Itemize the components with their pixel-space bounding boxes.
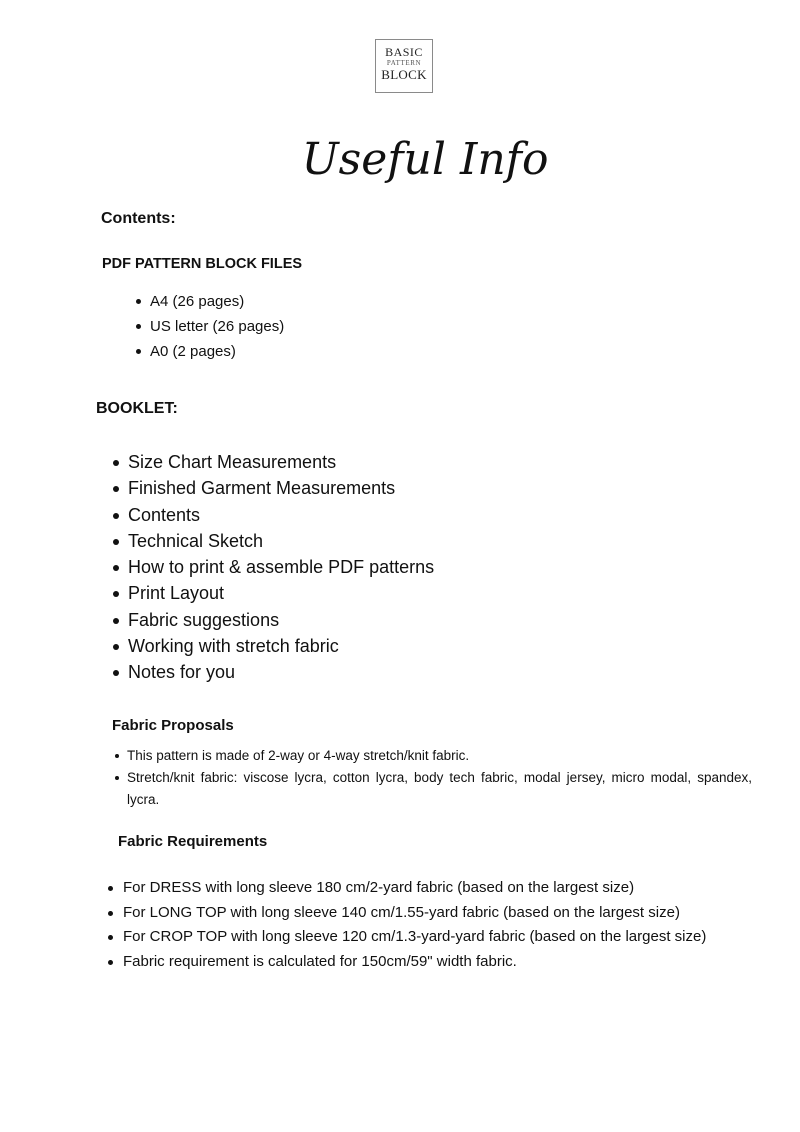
fabric-requirements-heading: Fabric Requirements — [118, 833, 268, 850]
list-item: Fabric suggestions — [128, 607, 434, 633]
list-item: Size Chart Measurements — [128, 449, 434, 475]
page-title-text: Useful Info — [301, 134, 549, 185]
contents-heading: Contents: — [101, 210, 176, 227]
logo-line-pattern: PATTERN — [386, 59, 422, 67]
list-item: For DRESS with long sleeve 180 cm/2-yard fabric (based on the largest size) — [123, 876, 706, 901]
list-item: Technical Sketch — [128, 528, 434, 554]
list-item: How to print & assemble PDF patterns — [128, 554, 434, 580]
page-title-script — [301, 128, 549, 196]
list-item: Finished Garment Measurements — [128, 475, 434, 501]
logo-line-basic: BASIC — [385, 45, 423, 59]
logo-line-block: BLOCK — [381, 67, 427, 82]
booklet-list — [128, 449, 434, 686]
list-item: For CROP TOP with long sleeve 120 cm/1.3-yard-yard fabric (based on the largest size) — [123, 925, 706, 950]
list-item: A0 (2 pages) — [150, 341, 284, 366]
list-item: A4 (26 pages) — [150, 291, 284, 316]
list-item: For LONG TOP with long sleeve 140 cm/1.55-yard fabric (based on the largest size) — [123, 901, 706, 926]
pdf-files-list — [150, 291, 284, 366]
list-item: Contents — [128, 502, 434, 528]
brand-logo — [375, 39, 433, 93]
fabric-requirements-list — [123, 876, 706, 975]
booklet-heading: BOOKLET: — [96, 400, 178, 417]
list-item: Working with stretch fabric — [128, 633, 434, 659]
list-item: Notes for you — [128, 659, 434, 685]
fabric-proposals-list — [127, 745, 752, 811]
pdf-files-heading: PDF PATTERN BLOCK FILES — [102, 256, 303, 272]
list-item: US letter (26 pages) — [150, 316, 284, 341]
list-item: Fabric requirement is calculated for 150cm/59" width fabric. — [123, 950, 706, 975]
fabric-proposals-heading: Fabric Proposals — [112, 717, 234, 734]
list-item: Stretch/knit fabric: viscose lycra, cotton lycra, body tech fabric, modal jersey, micro modal, spandex, lycra. — [127, 767, 752, 811]
page-title — [301, 128, 549, 196]
list-item: Print Layout — [128, 580, 434, 606]
list-item: This pattern is made of 2-way or 4-way stretch/knit fabric. — [127, 745, 752, 767]
